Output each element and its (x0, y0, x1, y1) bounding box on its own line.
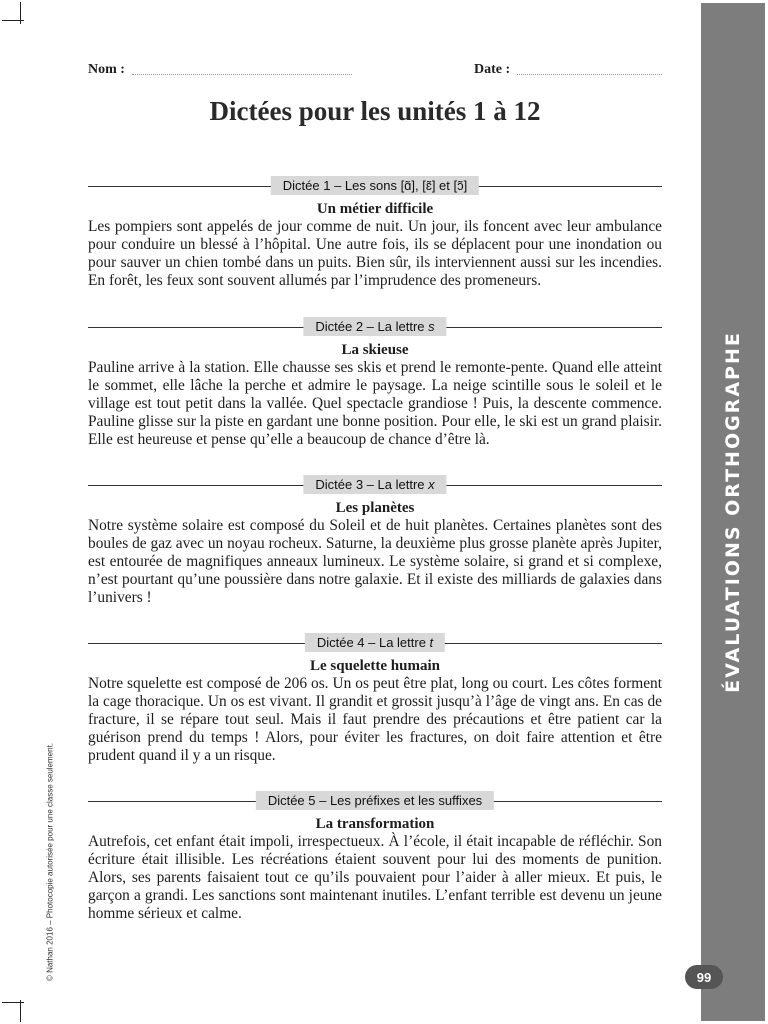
crop-mark (20, 1000, 21, 1022)
dictee-label: Dictée 3 – La lettre x (303, 475, 446, 494)
dictee-section (88, 176, 662, 290)
section-divider (88, 633, 662, 655)
dictee-text: Notre squelette est composé de 206 os. Un os peut être plat, long ou court. Les côtes forment la cage thoracique. Un os est vivant. Il grandit et grossit jusqu’à l’âge de vingt ans. En cas de fracture, il se répare tout seul. Mais il faut prendre des précautions et être patient car la guérison prend du temps ! Alors, pour éviter les fractures, on doit faire attention et être prudent quand il y a un risque. (88, 675, 662, 764)
dictee-label: Dictée 4 – La lettre t (305, 633, 445, 652)
nom-field[interactable] (132, 74, 352, 75)
dictee-section (88, 475, 662, 607)
dictee-section (88, 791, 662, 923)
date-field[interactable] (517, 74, 662, 75)
crop-mark (20, 2, 21, 24)
date-label: Date : (474, 62, 511, 77)
section-divider (88, 475, 662, 497)
dictee-title: La transformation (315, 816, 435, 832)
dictee-label: Dictée 2 – La lettre s (303, 317, 446, 336)
page-number: 99 (685, 965, 723, 989)
dictee-title: Le squelette humain (309, 658, 440, 674)
dictee-section (88, 633, 662, 765)
copyright-notice: © Nathan 2016 – Photocopie autorisée pour une classe seulement. (45, 742, 55, 982)
section-title-vertical: ÉVALUATIONS ORTHOGRAPHE (722, 331, 744, 693)
section-divider (88, 317, 662, 339)
dictee-section (88, 317, 662, 449)
dictee-label: Dictée 5 – Les préfixes et les suffixes (256, 791, 494, 810)
nom-label: Nom : (88, 62, 125, 77)
dictee-title: La skieuse (341, 342, 409, 358)
dictee-text: Les pompiers sont appelés de jour comme de nuit. Un jour, ils foncent avec leur ambulance pour conduire un blessé à l’hôpital. Une autre fois, ils se déplacent pour une inondation ou pour sauver un chien tombé dans un puits. Bien sûr, ils interviennent aussi sur les incendies. En forêt, les feux sont souvent allumés par l’imprudence des promeneurs. (88, 218, 662, 289)
section-divider (88, 176, 662, 198)
dictee-text: Autrefois, cet enfant était impoli, irrespectueux. À l’école, il était incapable de réfléchir. Son écriture était illisible. Les récréations étaient souvent pour lui des moments de punition. Alors, ses parents faisaient tout ce qu’ils pouvaient pour l’aider à aller mieux. Et puis, le garçon a grandi. Les sanctions sont maintenant inutiles. L’enfant terrible est devenu un jeune homme sérieux et calme. (88, 833, 662, 922)
dictee-text: Notre système solaire est composé du Soleil et de huit planètes. Certaines planètes sont des boules de gaz avec un noyau rocheux. Saturne, la deuxième plus grosse planète après Jupiter, est entourée de magnifiques anneaux lumineux. Le système solaire, si grand et si complexe, n’est pourtant qu’une poussière dans notre galaxie. Et il existe des milliards de galaxies dans l’univers ! (88, 517, 662, 606)
page-title: Dictées pour les unités 1 à 12 (209, 96, 541, 126)
dictee-title: Un métier difficile (316, 201, 434, 217)
dictee-label: Dictée 1 – Les sons [ɑ̃], [ɛ̃] et [ɔ̃] (271, 176, 479, 195)
section-divider (88, 791, 662, 813)
dictee-title: Les planètes (335, 500, 415, 516)
dictee-text: Pauline arrive à la station. Elle chausse ses skis et prend le remonte-pente. Quand elle atteint le sommet, elle lâche la perche et admire le paysage. La neige scintille sous le soleil et le village est tout petit dans la vallée. Quel spectacle grandiose ! Puis, la descente commence. Pauline glisse sur la piste en gardant une bonne position. Pour elle, le ski est un grand plaisir. Elle est heureuse et pense qu’elle a beaucoup de chance d’être là. (88, 359, 662, 448)
